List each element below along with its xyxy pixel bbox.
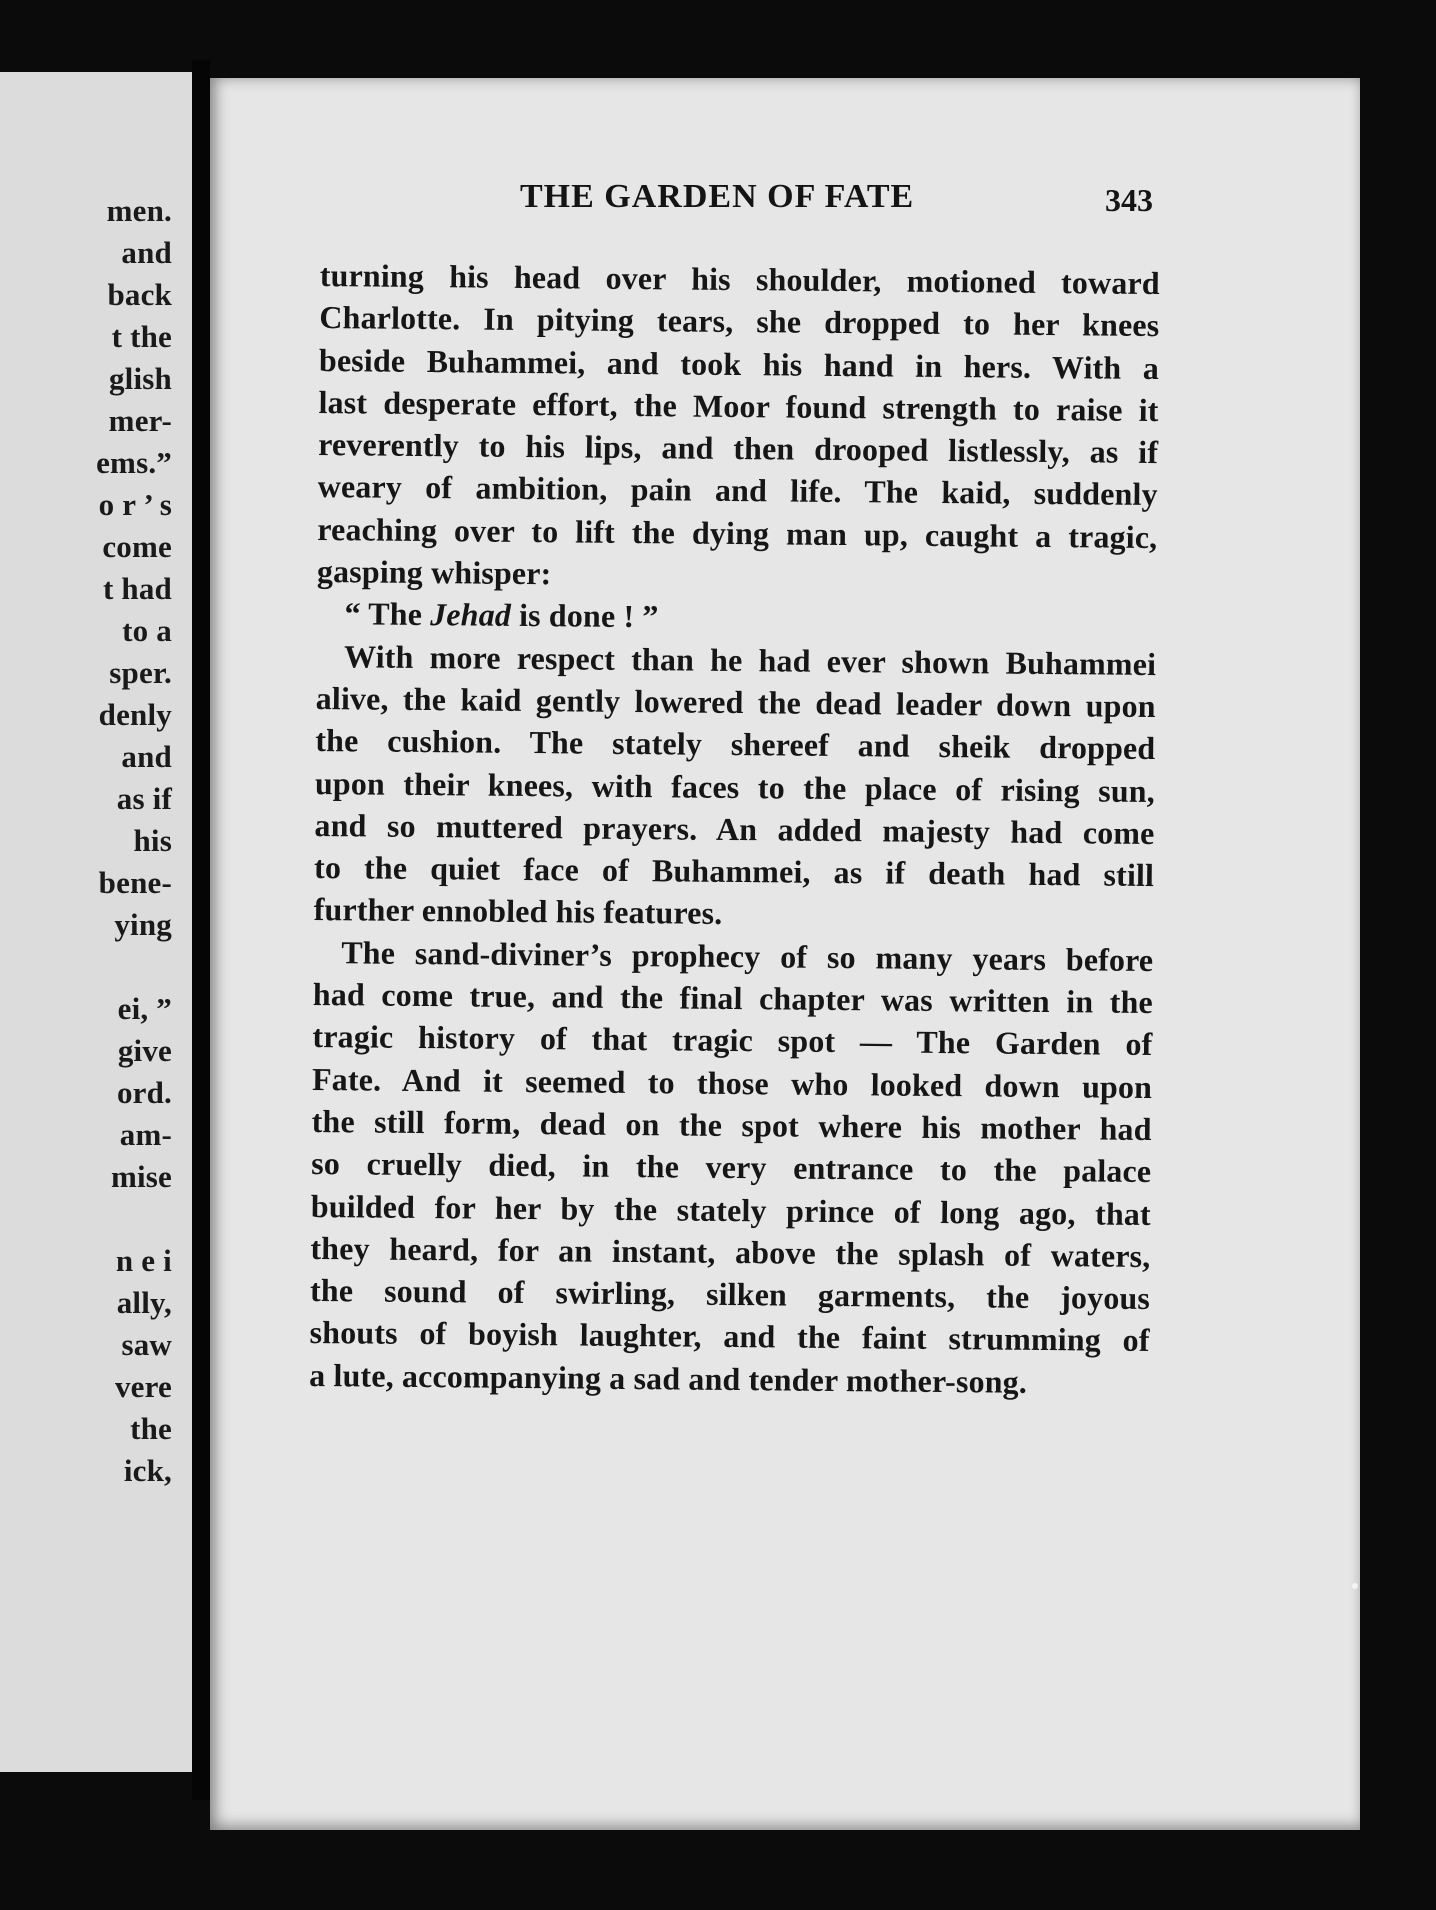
text-line: they heard, for an instant, above the splash of waters, bbox=[310, 1229, 1151, 1274]
left-page-line: ally, bbox=[116, 1285, 172, 1320]
text-line: further ennobled his features. bbox=[313, 891, 723, 932]
text-line: the still form, dead on the spot where his mother had bbox=[311, 1102, 1152, 1147]
left-page-line: give bbox=[117, 1033, 172, 1068]
paragraph bbox=[314, 635, 1157, 939]
left-page-line: mise bbox=[110, 1159, 172, 1194]
left-page-line: mer- bbox=[108, 403, 172, 438]
left-page-line: ei, ” bbox=[117, 991, 172, 1026]
text-line: reverently to his lips, and then drooped listlessly, as if bbox=[318, 426, 1159, 471]
paragraph bbox=[309, 931, 1153, 1404]
text-line: last desperate effort, the Moor found strength to raise it bbox=[318, 383, 1159, 428]
text-line: and so muttered prayers. An added majesty had come bbox=[314, 806, 1155, 851]
text-line bbox=[316, 592, 1156, 642]
body-text bbox=[309, 254, 1160, 1404]
text-line: builded for her by the stately prince of long ago, that bbox=[310, 1187, 1152, 1232]
text-fragment: “ The bbox=[344, 595, 431, 633]
text-line: weary of ambition, pain and life. The kaid, suddenly bbox=[317, 468, 1158, 513]
text-line: upon their knees, with faces to the place of rising sun, bbox=[314, 764, 1156, 809]
left-page-line: denly bbox=[98, 697, 172, 732]
text-line: tragic history of that tragic spot — The Garden of bbox=[312, 1018, 1153, 1063]
left-page-line: to a bbox=[122, 613, 172, 648]
left-page-line: saw bbox=[121, 1327, 172, 1362]
text-line: to the quiet face of Buhammei, as if death had still bbox=[313, 849, 1155, 894]
left-page-line: sper. bbox=[109, 655, 172, 690]
left-page-line: t had bbox=[102, 571, 172, 606]
left-page-line: his bbox=[133, 823, 172, 858]
italic-term: Jehad bbox=[430, 596, 512, 634]
text-line: turning his head over his shoulder, motioned toward bbox=[319, 256, 1160, 302]
text-line: alive, the kaid gently lowered the dead leader down upon bbox=[315, 679, 1156, 725]
page-number: 343 bbox=[1105, 182, 1153, 218]
text-line: reaching over to lift the dying man up, caught a tragic, bbox=[317, 510, 1158, 555]
left-page-line: men. bbox=[106, 193, 172, 228]
text-line: With more respect than he had ever shown Buhammei bbox=[343, 637, 1157, 682]
text-line: had come true, and the final chapter was written in the bbox=[312, 976, 1154, 1021]
left-page-line: the bbox=[130, 1411, 172, 1446]
left-page-line: ems.” bbox=[96, 445, 172, 480]
text-line: a lute, accompanying a sad and tender mother-song. bbox=[309, 1356, 1028, 1400]
text-fragment: is done ! ” bbox=[510, 597, 659, 635]
left-page-line: ying bbox=[114, 907, 172, 942]
text-line: gasping whisper: bbox=[316, 553, 552, 592]
right-page bbox=[210, 78, 1360, 1830]
paragraph bbox=[316, 592, 1156, 642]
left-page-line: back bbox=[107, 277, 172, 312]
text-line: the cushion. The stately shereef and sheik dropped bbox=[315, 722, 1156, 767]
left-page-line: and bbox=[121, 739, 172, 774]
left-page-line: o r ’ s bbox=[98, 487, 172, 522]
scan-speckle bbox=[1352, 1583, 1358, 1589]
left-page-line: ick, bbox=[123, 1453, 172, 1488]
text-line: shouts of boyish laughter, and the faint strumming of bbox=[309, 1314, 1150, 1359]
left-page-line: come bbox=[102, 529, 172, 564]
text-line: The sand-diviner’s prophecy of so many years before bbox=[341, 933, 1154, 978]
left-page-line: and bbox=[121, 235, 172, 270]
left-page-line: ord. bbox=[116, 1075, 172, 1110]
left-page-line: as if bbox=[116, 781, 172, 816]
paragraph bbox=[317, 254, 1160, 600]
text-line: Fate. And it seemed to those who looked down upon bbox=[311, 1060, 1153, 1105]
left-page-line: am- bbox=[119, 1117, 172, 1152]
left-page-line: bene- bbox=[98, 865, 172, 900]
text-line: the sound of swirling, silken garments, the joyous bbox=[309, 1272, 1151, 1317]
text-line: Charlotte. In pitying tears, she dropped to her knees bbox=[319, 299, 1160, 344]
left-page-line: t the bbox=[111, 319, 172, 354]
left-page-line: glish bbox=[108, 361, 172, 396]
text-line: so cruelly died, in the very entrance to the palace bbox=[311, 1145, 1152, 1190]
left-page-line: n e i bbox=[115, 1243, 172, 1278]
running-head: THE GARDEN OF FATE bbox=[520, 178, 915, 215]
left-page-fragment bbox=[0, 72, 192, 1772]
text-line: beside Buhammei, and took his hand in hers. With a bbox=[318, 341, 1160, 386]
book-gutter bbox=[192, 60, 210, 1800]
left-page-line: vere bbox=[114, 1369, 172, 1404]
